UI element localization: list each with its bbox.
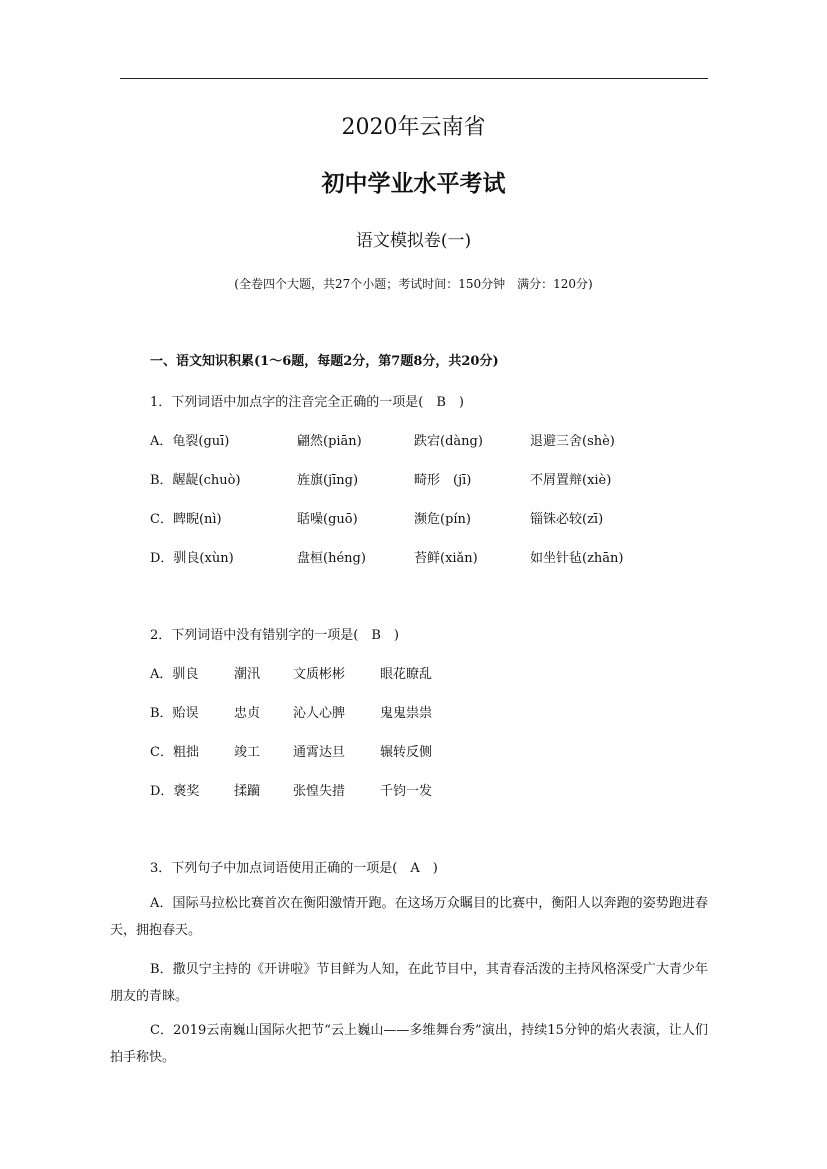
q2-option-b-item: 鬼鬼祟祟 — [380, 706, 433, 721]
q2-option-a-item: 文质彬彬 — [293, 667, 346, 682]
section-heading: 一、语文知识积累(1～6题，每题2分，第7题8分，共20分) — [150, 354, 499, 369]
q2-option-b-item: 忠贞 — [234, 706, 261, 721]
exam-subtitle: 语文模拟卷(一) — [355, 231, 472, 251]
q2-option-a-item: 眼花瞭乱 — [380, 667, 433, 682]
q2-option-a-item: A．驯良 — [150, 667, 199, 682]
q1-option-b-item: 畸形 (jī) — [414, 473, 472, 488]
q1-option-c-item: 锱铢必较(zī) — [530, 512, 604, 527]
q2-option-d-item: D．褒奖 — [150, 784, 200, 799]
q1-option-b-item: 旌旗(jīng) — [297, 473, 359, 488]
q1-option-d-item: 如坐针毡(zhān) — [530, 551, 624, 566]
q3-option-a: A．国际马拉松比赛首次在衡阳激情开跑。在这场万众瞩目的比赛中，衡阳人以奔跑的姿势跑进春天，拥抱春天。 — [110, 896, 708, 938]
q2-option-b-item: B．贻误 — [150, 706, 199, 721]
q2-option-c-item: C．粗拙 — [150, 745, 199, 760]
q1-option-a-item: 跌宕(dàng) — [414, 434, 483, 449]
question-2-stem: 2．下列词语中没有错别字的一项是( B ) — [150, 628, 399, 643]
q2-option-d-item: 张惶失措 — [293, 784, 346, 799]
q3-option-b: B．撒贝宁主持的《开讲啦》节目鲜为人知，在此节目中，其青春活泼的主持风格深受广大青少年朋友的青睐。 — [110, 962, 708, 1004]
q2-option-a-item: 潮汛 — [234, 667, 261, 682]
header-rule — [120, 78, 708, 79]
q2-option-d-item: 揉躏 — [234, 784, 261, 799]
q2-option-c-item: 通霄达旦 — [293, 745, 346, 760]
q3-option-c: C．2019云南巍山国际火把节“云上巍山——多维舞台秀”演出，持续15分钟的焰火表演，让人们拍手称快。 — [110, 1023, 708, 1065]
q1-option-b-item: B．龌龊(chuò) — [150, 473, 241, 488]
question-3-stem: 3．下列句子中加点词语使用正确的一项是( A ) — [150, 861, 438, 876]
q1-option-c-item: 濒危(pín) — [414, 512, 471, 527]
exam-title: 初中学业水平考试 — [321, 170, 506, 197]
q1-option-d-item: 苔鲜(xiǎn) — [414, 551, 478, 566]
question-1-stem: 1．下列词语中加点字的注音完全正确的一项是( B ) — [150, 395, 464, 410]
q1-option-d-item: 盘桓(héng) — [297, 551, 366, 566]
q1-option-c-item: 聒噪(guō) — [297, 512, 358, 527]
q2-option-c-item: 竣工 — [234, 745, 261, 760]
exam-note: (全卷四个大题，共27个小题；考试时间：150分钟 满分：120分) — [234, 277, 593, 291]
q1-option-a-item: 退避三舍(shè) — [530, 434, 615, 449]
q1-option-a-item: A．龟裂(guī) — [150, 434, 230, 449]
q1-option-a-item: 翩然(piān) — [297, 434, 362, 449]
q1-option-b-item: 不屑置辩(xiè) — [530, 473, 612, 488]
q2-option-b-item: 沁人心脾 — [293, 706, 346, 721]
q2-option-d-item: 千钧一发 — [380, 784, 433, 799]
q2-option-c-item: 辗转反侧 — [380, 745, 433, 760]
exam-year-title: 2020年云南省 — [341, 115, 486, 140]
q1-option-c-item: C．睥睨(nì) — [150, 512, 222, 527]
q1-option-d-item: D．驯良(xùn) — [150, 551, 234, 566]
